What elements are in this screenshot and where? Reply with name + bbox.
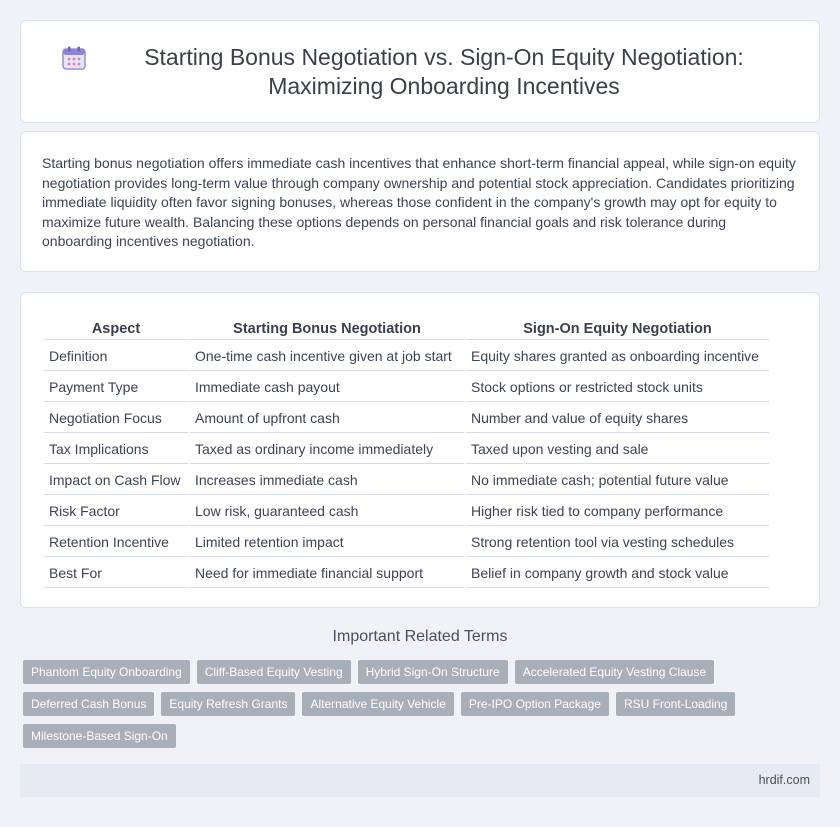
aspect-cell: Tax Implications	[44, 435, 188, 464]
tag-deferred-cash-bonus[interactable]: Deferred Cash Bonus	[23, 692, 154, 716]
page-title: Starting Bonus Negotiation vs. Sign-On Equity Negotiation: Maximizing Onboarding Incentives	[144, 43, 744, 99]
header-starting-bonus: Starting Bonus Negotiation	[190, 315, 464, 340]
intro-card	[20, 131, 820, 272]
aspect-cell: Risk Factor	[44, 497, 188, 526]
tag-phantom-equity-onboarding[interactable]: Phantom Equity Onboarding	[23, 660, 190, 684]
header-sign-on-equity: Sign-On Equity Negotiation	[466, 315, 769, 340]
table-row	[44, 559, 769, 588]
bonus-cell: Need for immediate financial support	[190, 559, 464, 588]
comparison-table-card	[20, 292, 820, 608]
related-terms-tags	[23, 660, 803, 748]
tag-equity-refresh-grants[interactable]: Equity Refresh Grants	[161, 692, 295, 716]
aspect-cell: Negotiation Focus	[44, 404, 188, 433]
intro-paragraph: Starting bonus negotiation offers immediate cash incentives that enhance short-term financial appeal, while sign-on equity negotiation provides long-term value through company ownership and potential stock appreciation. Candidates prioritizing immediate liquidity often favor signing bonuses, whereas those confident in the company's growth may opt for equity to maximize future wealth. Balancing these options depends on personal financial goals and risk tolerance during onboarding incentives negotiation.	[42, 155, 796, 250]
related-terms-title: Important Related Terms	[332, 628, 508, 645]
tag-milestone-based-sign-on[interactable]: Milestone-Based Sign-On	[23, 724, 176, 748]
tag-hybrid-sign-on-structure[interactable]: Hybrid Sign-On Structure	[358, 660, 508, 684]
equity-cell: Belief in company growth and stock value	[466, 559, 769, 588]
equity-cell: Taxed upon vesting and sale	[466, 435, 769, 464]
aspect-cell: Payment Type	[44, 373, 188, 402]
tag-accelerated-equity-vesting-clause[interactable]: Accelerated Equity Vesting Clause	[515, 660, 714, 684]
bonus-cell: One-time cash incentive given at job start	[190, 342, 464, 371]
tag-pre-ipo-option-package[interactable]: Pre-IPO Option Package	[461, 692, 609, 716]
equity-cell: No immediate cash; potential future value	[466, 466, 769, 495]
table-row	[44, 497, 769, 526]
equity-cell: Strong retention tool via vesting schedules	[466, 528, 769, 557]
header-aspect: Aspect	[44, 315, 188, 340]
bonus-cell: Amount of upfront cash	[190, 404, 464, 433]
table-row	[44, 373, 769, 402]
comparison-table	[42, 313, 771, 590]
aspect-cell: Definition	[44, 342, 188, 371]
aspect-cell: Best For	[44, 559, 188, 588]
table-row	[44, 404, 769, 433]
footer	[20, 764, 820, 797]
equity-cell: Stock options or restricted stock units	[466, 373, 769, 402]
calendar-icon	[61, 45, 87, 71]
equity-cell: Equity shares granted as onboarding incentive	[466, 342, 769, 371]
bonus-cell: Low risk, guaranteed cash	[190, 497, 464, 526]
title-wrap	[21, 21, 819, 122]
bonus-cell: Increases immediate cash	[190, 466, 464, 495]
table-header-row	[44, 315, 769, 340]
table-row	[44, 466, 769, 495]
aspect-cell: Impact on Cash Flow	[44, 466, 188, 495]
tag-cliff-based-equity-vesting[interactable]: Cliff-Based Equity Vesting	[197, 660, 351, 684]
footer-site-link[interactable]: hrdif.com	[758, 773, 810, 787]
bonus-cell: Limited retention impact	[190, 528, 464, 557]
equity-cell: Number and value of equity shares	[466, 404, 769, 433]
table-row	[44, 342, 769, 371]
table-row	[44, 528, 769, 557]
equity-cell: Higher risk tied to company performance	[466, 497, 769, 526]
bonus-cell: Immediate cash payout	[190, 373, 464, 402]
aspect-cell: Retention Incentive	[44, 528, 188, 557]
tag-alternative-equity-vehicle[interactable]: Alternative Equity Vehicle	[302, 692, 453, 716]
title-card	[20, 20, 820, 123]
table-row	[44, 435, 769, 464]
bonus-cell: Taxed as ordinary income immediately	[190, 435, 464, 464]
tag-rsu-front-loading[interactable]: RSU Front-Loading	[616, 692, 735, 716]
